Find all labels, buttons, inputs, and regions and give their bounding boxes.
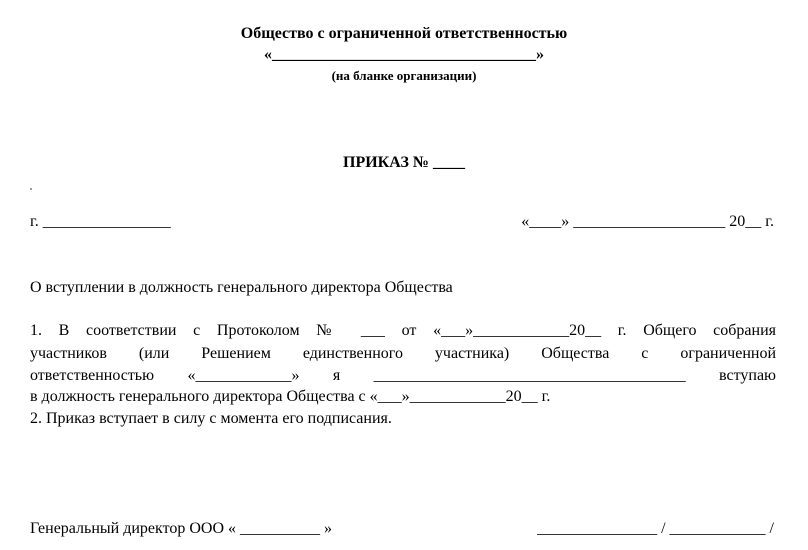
- letterhead-org-title: Общество с ограниченной ответственностью: [240, 25, 568, 42]
- order-title: ПРИКАЗ № ____: [343, 154, 465, 171]
- place-field: г. ________________: [30, 213, 171, 230]
- paragraph-2: 2. Приказ вступает в силу с момента его подписания.: [30, 410, 392, 427]
- signature-line: _______________ / ____________ /: [537, 520, 774, 537]
- date-field: «____» ___________________ 20__ г.: [521, 213, 774, 230]
- letterhead-org-name-blank: «_________________________________»: [264, 46, 544, 63]
- paragraph-1-line-2: участников (или Решением единственного участника) Общества с ограниченной: [30, 345, 776, 362]
- signature-position: Генеральный директор ООО « __________ »: [30, 520, 333, 537]
- letterhead-note: (на бланке организации): [331, 68, 477, 83]
- paragraph-1-line-1: 1. В соответствии с Протоколом № ___ от «___»____________20__ г. Общего собрания: [30, 322, 776, 339]
- stray-dot: [30, 188, 32, 190]
- order-subject: О вступлении в должность генерального директора Общества: [30, 279, 453, 296]
- paragraph-1-line-3: ответственностью «____________» я _______________________________________ вступаю: [30, 367, 776, 384]
- paragraph-1-line-4: в должность генерального директора Общества с «___»____________20__ г.: [30, 388, 551, 405]
